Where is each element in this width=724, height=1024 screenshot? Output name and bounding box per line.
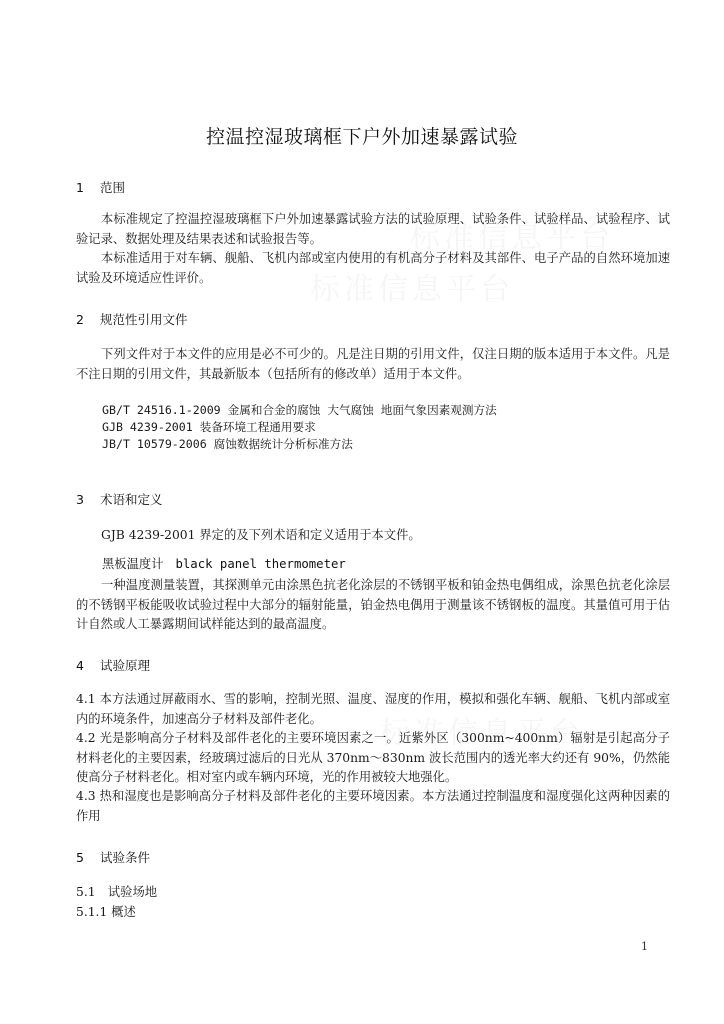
paragraph: 下列文件对于本文件的应用是必不可少的。凡是注日期的引用文件，仅注日期的版本适用于本文件。凡是不注日期的引用文件，其最新版本（包括所有的修改单）适用于本文件。 (76, 347, 670, 381)
section-heading-test-conditions (76, 848, 150, 866)
section-heading-normative-references (76, 310, 188, 328)
reference-item: GB/T 24516.1-2009 金属和合金的腐蚀 大气腐蚀 地面气象因素观测方法 (102, 403, 497, 417)
section-heading-terms (76, 490, 163, 508)
subsection-heading: 5.1 试验场地 (76, 885, 158, 899)
paragraph: 4.2 光是影响高分子材料及部件老化的主要环境因素之一。近紫外区（300nm~400nm）辐射是引起高分子材料老化的主要因素，经玻璃过滤后的日光从 370nm～830nm 波长范围内的透光率大约还有 90%，仍然能使高分子材料老化。相对室内或车辆内环境，光的作用被较大地强化。 (76, 731, 670, 784)
paragraph: 本标准适用于对车辆、舰船、飞机内部或室内使用的有机高分子材料及其部件、电子产品的自然环境加速试验及环境适应性评价。 (76, 251, 670, 285)
section-heading-principle (76, 656, 150, 674)
section-title: 范围 (99, 180, 125, 195)
paragraph: GJB 4239-2001 界定的及下列术语和定义适用于本文件。 (101, 528, 421, 542)
term-english: black panel thermometer (175, 557, 346, 571)
section-number: 2 (76, 312, 84, 327)
paragraph: 一种温度测量装置，其探测单元由涂黑色抗老化涂层的不锈钢平板和铂金热电偶组成，涂黑色抗老化涂层的不锈钢平板能吸收试验过程中大部分的辐射能量，铂金热电偶用于测量该不锈钢板的温度。其量值可用于估计自然或人工暴露期间试样能达到的最高温度。 (76, 578, 670, 631)
section-number: 1 (76, 180, 84, 195)
page-number: 1 (641, 940, 648, 953)
paragraph: 本标准规定了控温控湿玻璃框下户外加速暴露试验方法的试验原理、试验条件、试验样品、试验程序、试验记录、数据处理及结果表述和试验报告等。 (76, 212, 670, 246)
section-number: 3 (76, 492, 84, 507)
term-entry (102, 554, 346, 572)
paragraph: 4.1 本方法通过屏蔽雨水、雪的影响，控制光照、温度、湿度的作用，模拟和强化车辆、舰船、飞机内部或室内的环境条件，加速高分子材料及部件老化。 (76, 692, 670, 726)
section-title: 规范性引用文件 (99, 312, 188, 327)
subsection-heading: 5.1.1 概述 (76, 905, 136, 919)
section-number: 5 (76, 850, 84, 865)
section-title: 试验原理 (99, 658, 150, 673)
section-number: 4 (76, 658, 84, 673)
paragraph: 4.3 热和湿度也是影响高分子材料及部件老化的主要环境因素。本方法通过控制温度和湿度强化这两种因素的作用 (76, 789, 670, 823)
document-title: 控温控湿玻璃框下户外加速暴露试验 (205, 126, 518, 148)
reference-item: GJB 4239-2001 装备环境工程通用要求 (102, 420, 316, 434)
reference-item: JB/T 10579-2006 腐蚀数据统计分析标准方法 (102, 437, 353, 451)
term-chinese: 黑板温度计 (102, 557, 164, 571)
section-title: 试验条件 (99, 850, 150, 865)
section-heading-scope (76, 178, 125, 196)
section-title: 术语和定义 (99, 492, 163, 507)
